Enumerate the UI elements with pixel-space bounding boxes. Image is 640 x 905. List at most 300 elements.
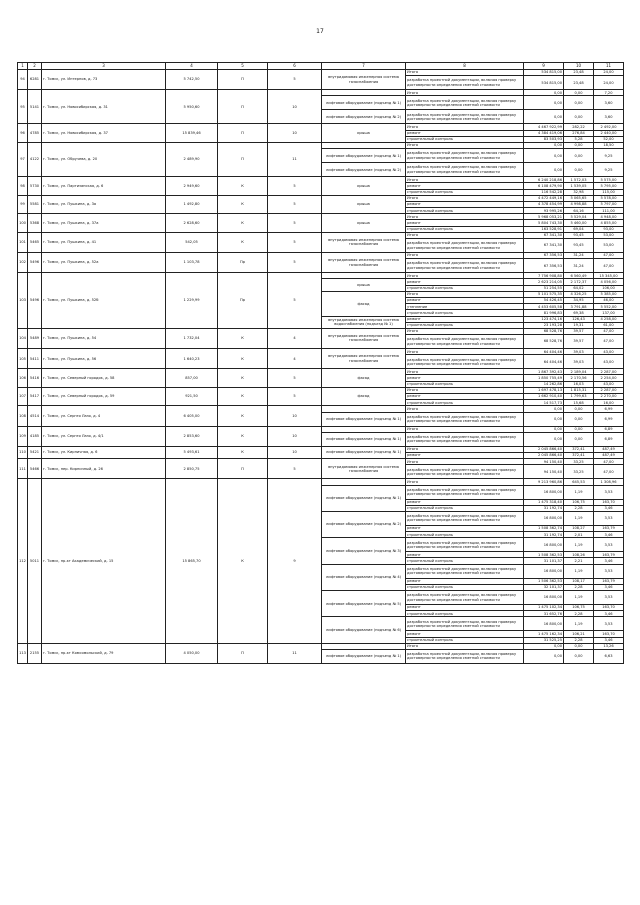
cost-total: 67 356,53 <box>524 259 564 273</box>
building-id: 6281 <box>28 70 42 90</box>
cost-total: 1 475 162,34 <box>524 631 564 637</box>
column-header: 3 <box>42 63 166 70</box>
line-label: ремонт <box>406 375 524 381</box>
work-type: лифтовое оборудование (подъезд № 5) <box>322 591 406 617</box>
cost-limit: 6,89 <box>594 426 624 432</box>
address: г. Томск, пр-кт Академический, д. 15 <box>42 479 166 643</box>
cost-total: 1 662 910,40 <box>524 394 564 400</box>
wall-material: К <box>218 195 268 214</box>
cost-per-sqm: 372,41 <box>564 452 594 458</box>
cost-total: 16 800,00 <box>524 591 564 605</box>
cost-per-sqm: 2,28 <box>564 505 594 511</box>
cost-limit: 2 287,00 <box>594 387 624 393</box>
cost-limit: 16,00 <box>594 400 624 406</box>
address: г. Томск, пр-кт Комсомольский, д. 79 <box>42 643 166 663</box>
cost-per-sqm: 2 170,56 <box>564 375 594 381</box>
work-type: лифтовое оборудование (подъезд № 2) <box>322 511 406 537</box>
floors: 5 <box>268 232 322 252</box>
cost-total: 94 150,40 <box>524 459 564 465</box>
building-id: 4514 <box>28 406 42 426</box>
cost-total: 83 503,93 <box>524 136 564 142</box>
wall-material: К <box>218 349 268 369</box>
cost-limit: 4 855,00 <box>594 220 624 226</box>
line-label: строительный контроль <box>406 322 524 328</box>
cost-limit: 18,50 <box>594 142 624 148</box>
cost-limit: 111,00 <box>594 208 624 214</box>
line-label: Итого <box>406 643 524 649</box>
row-number: 112 <box>18 479 28 643</box>
cost-limit: 47,00 <box>594 335 624 349</box>
building-id: 5489 <box>28 328 42 348</box>
area: 5 493,61 <box>166 446 218 458</box>
cost-per-sqm: 276,84 <box>564 130 594 136</box>
cost-per-sqm: 645,53 <box>564 479 594 485</box>
line-label: ремонт <box>406 552 524 558</box>
cost-total: 67 356,53 <box>524 253 564 259</box>
building-id: 5496 <box>28 273 42 329</box>
row-number: 111 <box>18 459 28 479</box>
cost-per-sqm: 1,19 <box>564 591 594 605</box>
line-label: строительный контроль <box>406 208 524 214</box>
cost-total: 4 384 419,06 <box>524 130 564 136</box>
line-label: строительный контроль <box>406 310 524 316</box>
line-label: Итого <box>406 426 524 432</box>
cost-limit: 3,46 <box>594 637 624 643</box>
row-number: 113 <box>18 643 28 663</box>
work-type: лифтовое оборудование (подъезд № 1) <box>322 412 406 426</box>
cost-per-sqm: 1,19 <box>564 485 594 499</box>
cost-per-sqm: 0,00 <box>564 649 594 663</box>
cost-per-sqm: 0,00 <box>564 432 594 446</box>
cost-limit: 3,46 <box>594 584 624 590</box>
cost-total: 0,00 <box>524 90 564 96</box>
line-label: разработка проектной документации, включая проверку достоверности определения сметной стоимости <box>406 76 524 90</box>
cost-per-sqm: 64,16 <box>564 208 594 214</box>
wall-material: П <box>218 70 268 90</box>
row-number: 110 <box>18 446 28 458</box>
cost-limit: 47,00 <box>594 253 624 259</box>
row-number: 97 <box>18 142 28 176</box>
floors: 5 <box>268 387 322 406</box>
area: 2 949,60 <box>166 177 218 196</box>
address: г. Томск, ул. Пушкина, д. 37а <box>42 214 166 233</box>
cost-total: 0,00 <box>524 643 564 649</box>
address: г. Томск, ул. Новосибирская, д. 37 <box>42 124 166 143</box>
cost-limit: 115,00 <box>594 189 624 195</box>
cost-limit: 5 578,00 <box>594 195 624 201</box>
area: 1 732,04 <box>166 328 218 348</box>
cost-total: 31 525,25 <box>524 637 564 643</box>
column-header: 1 <box>18 63 28 70</box>
cost-per-sqm: 5,28 <box>564 136 594 142</box>
work-type: лифтовое оборудование (подъезд № 2) <box>322 110 406 124</box>
line-label: Итого <box>406 70 524 76</box>
cost-total: 23 193,28 <box>524 322 564 328</box>
work-type: крыша <box>322 124 406 143</box>
row-number: 105 <box>18 349 28 369</box>
line-label: ремонт <box>406 452 524 458</box>
floors: 10 <box>268 90 322 124</box>
cost-per-sqm: 0,00 <box>564 643 594 649</box>
floors: 10 <box>268 426 322 446</box>
cost-limit: 3,60 <box>594 110 624 124</box>
cost-per-sqm: 372,41 <box>564 446 594 452</box>
floors: 4 <box>268 349 322 369</box>
cost-per-sqm: 2,28 <box>564 611 594 617</box>
row-number: 107 <box>18 387 28 406</box>
work-type: крыша <box>322 214 406 233</box>
line-label: строительный контроль <box>406 189 524 195</box>
cost-per-sqm: 0,00 <box>564 90 594 96</box>
building-id: 5465 <box>28 232 42 252</box>
cost-per-sqm: 282,22 <box>564 124 594 130</box>
line-label: разработка проектной документации, включая проверку достоверности определения сметной стоимости <box>406 239 524 253</box>
line-label: разработка проектной документации, включая проверку достоверности определения сметной стоимости <box>406 617 524 631</box>
address: г. Томск, ул. Северный городок, д. 58 <box>42 369 166 388</box>
area: 1 103,78 <box>166 253 218 273</box>
cost-per-sqm: 64,02 <box>564 285 594 291</box>
cost-per-sqm: 2,28 <box>564 637 594 643</box>
wall-material: К <box>218 177 268 196</box>
work-type: крыша <box>322 177 406 196</box>
cost-per-sqm: 69,38 <box>564 310 594 316</box>
work-type: лифтовое оборудование (подъезд № 1) <box>322 432 406 446</box>
line-label: разработка проектной документации, включая проверку достоверности определения сметной стоимости <box>406 485 524 499</box>
floors: 5 <box>268 369 322 388</box>
wall-material: П <box>218 142 268 176</box>
cost-total: 54 426,45 <box>524 297 564 303</box>
area: 857,00 <box>166 369 218 388</box>
cost-limit: 2 492,00 <box>594 124 624 130</box>
cost-per-sqm: 126,43 <box>564 316 594 322</box>
area: 6 405,00 <box>166 406 218 426</box>
page-number: 17 <box>316 28 324 35</box>
work-type: лифтовое оборудование (подъезд № 3) <box>322 538 406 564</box>
cost-limit: 4 056,00 <box>594 279 624 285</box>
cost-limit: 3,46 <box>594 532 624 538</box>
cost-per-sqm: 0,00 <box>564 412 594 426</box>
cost-total: 81 996,83 <box>524 310 564 316</box>
cost-limit: 3,53 <box>594 591 624 605</box>
cost-total: 0,00 <box>524 426 564 432</box>
cost-total: 4 453 605,58 <box>524 304 564 310</box>
cost-limit: 3,53 <box>594 617 624 631</box>
work-type: внутридомовая инженерная система газоснабжения <box>322 349 406 369</box>
area: 5 742,50 <box>166 70 218 90</box>
cost-limit: 163,79 <box>594 552 624 558</box>
cost-total: 5 101 575,35 <box>524 291 564 297</box>
column-header: 2 <box>28 63 42 70</box>
area: 1 492,80 <box>166 195 218 214</box>
cost-total: 67 341,30 <box>524 232 564 238</box>
line-label: разработка проектной документации, включая проверку достоверности определения сметной стоимости <box>406 163 524 177</box>
address: г. Томск, ул. Обручева, д. 20 <box>42 142 166 176</box>
cost-limit: 15 345,00 <box>594 273 624 279</box>
cost-per-sqm: 2,01 <box>564 532 594 538</box>
cost-limit: 163,79 <box>594 578 624 584</box>
building-id: 5421 <box>28 446 42 458</box>
cost-total: 2 623 214,05 <box>524 279 564 285</box>
cost-limit: 1 308,96 <box>594 479 624 485</box>
line-label: разработка проектной документации, включая проверку достоверности определения сметной стоимости <box>406 591 524 605</box>
line-label: строительный контроль <box>406 136 524 142</box>
cost-total: 0,00 <box>524 412 564 426</box>
line-label: строительный контроль <box>406 505 524 511</box>
cost-per-sqm: 39,57 <box>564 335 594 349</box>
cost-total: 163 528,91 <box>524 226 564 232</box>
area: 1 229,99 <box>166 273 218 329</box>
cost-total: 16 800,00 <box>524 617 564 631</box>
address: г. Томск, ул. Интернов, д. 73 <box>42 70 166 90</box>
cost-limit: 5 797,00 <box>594 201 624 207</box>
line-label: Итого <box>406 459 524 465</box>
cost-total: 1 867 392,43 <box>524 369 564 375</box>
area: 2 853,60 <box>166 426 218 446</box>
cost-per-sqm: 106,21 <box>564 631 594 637</box>
cost-total: 1 475 318,40 <box>524 499 564 505</box>
cost-per-sqm: 6 560,49 <box>564 273 594 279</box>
cost-per-sqm: 5 529,04 <box>564 214 594 220</box>
cost-per-sqm: 2,21 <box>564 558 594 564</box>
work-type: лифтовое оборудование (подъезд № 1) <box>322 149 406 163</box>
cost-limit: 2 440,00 <box>594 130 624 136</box>
cost-total: 4 467 922,99 <box>524 124 564 130</box>
cost-limit: 43,00 <box>594 349 624 355</box>
work-type: фасад <box>322 369 406 388</box>
line-label: Итого <box>406 142 524 148</box>
line-label: строительный контроль <box>406 285 524 291</box>
line-label: разработка проектной документации, включая проверку достоверности определения сметной стоимости <box>406 149 524 163</box>
line-label: разработка проектной документации, включая проверку достоверности определения сметной стоимости <box>406 538 524 552</box>
line-label: ремонт <box>406 525 524 531</box>
cost-limit: 53,00 <box>594 239 624 253</box>
line-label: Итого <box>406 214 524 220</box>
cost-limit: 93,00 <box>594 226 624 232</box>
cost-per-sqm: 16,03 <box>564 381 594 387</box>
wall-material: К <box>218 387 268 406</box>
cost-limit: 52,00 <box>594 136 624 142</box>
line-label: разработка проектной документации, включая проверку достоверности определения сметной стоимости <box>406 335 524 349</box>
cost-per-sqm: 0,00 <box>564 149 594 163</box>
cost-per-sqm: 5 065,65 <box>564 195 594 201</box>
cost-per-sqm: 0,00 <box>564 110 594 124</box>
cost-per-sqm: 1 815,31 <box>564 387 594 393</box>
line-label: Итого <box>406 291 524 297</box>
line-label: разработка проектной документации, включая проверку достоверности определения сметной стоимости <box>406 259 524 273</box>
cost-per-sqm: 93,45 <box>564 239 594 253</box>
floors: 5 <box>268 273 322 329</box>
work-type: лифтовое оборудование (подъезд № 1) <box>322 96 406 110</box>
address: г. Томск, ул. Пушкина, д. 41 <box>42 232 166 252</box>
wall-material: Пр <box>218 253 268 273</box>
cost-limit: 53,00 <box>594 232 624 238</box>
line-label: разработка проектной документации, включая проверку достоверности определения сметной стоимости <box>406 412 524 426</box>
cost-total: 0,00 <box>524 149 564 163</box>
line-label: Итого <box>406 232 524 238</box>
cost-total: 14 517,73 <box>524 400 564 406</box>
cost-total: 93 995,26 <box>524 208 564 214</box>
line-label: ремонт <box>406 578 524 584</box>
line-label: разработка проектной документации, включая проверку достоверности определения сметной стоимости <box>406 110 524 124</box>
cost-limit: 487,49 <box>594 446 624 452</box>
cost-per-sqm: 2,28 <box>564 584 594 590</box>
cost-total: 534 815,00 <box>524 70 564 76</box>
area: 15 839,46 <box>166 124 218 143</box>
cost-total: 6 240 218,86 <box>524 177 564 183</box>
floors: 5 <box>268 70 322 90</box>
cost-total: 0,00 <box>524 96 564 110</box>
address: г. Томск, ул. Сергея Лазо, д. 4/1 <box>42 426 166 446</box>
cost-per-sqm: 4 326,25 <box>564 291 594 297</box>
row-number: 98 <box>18 177 28 196</box>
line-label: строительный контроль <box>406 532 524 538</box>
column-header: 10 <box>564 63 594 70</box>
line-label: разработка проектной документации, включая проверку достоверности определения сметной стоимости <box>406 96 524 110</box>
address: г. Томск, ул. Партизанская, д. 6 <box>42 177 166 196</box>
cost-limit: 3,53 <box>594 485 624 499</box>
cost-total: 2 045 866,40 <box>524 446 564 452</box>
line-label: ремонт <box>406 605 524 611</box>
address: г. Томск, ул. Сергея Лазо, д. 4 <box>42 406 166 426</box>
cost-limit: 106,00 <box>594 285 624 291</box>
line-label: ремонт <box>406 499 524 505</box>
row-number: 102 <box>18 253 28 273</box>
wall-material: П <box>218 459 268 479</box>
line-label: Итого <box>406 124 524 130</box>
cost-total: 68 528,76 <box>524 328 564 334</box>
cost-limit: 61,00 <box>594 322 624 328</box>
cost-total: 51 254,55 <box>524 285 564 291</box>
building-id: 5417 <box>28 387 42 406</box>
work-type: фасад <box>322 387 406 406</box>
cost-total: 64 404,46 <box>524 355 564 369</box>
cost-limit: 5 575,00 <box>594 177 624 183</box>
cost-limit: 5 385,00 <box>594 291 624 297</box>
cost-limit: 24,00 <box>594 76 624 90</box>
building-id: 5496 <box>28 253 42 273</box>
cost-limit: 487,49 <box>594 452 624 458</box>
floors: 5 <box>268 459 322 479</box>
work-type: внутридомовая инженерная система газоснабжения <box>322 70 406 90</box>
cost-limit: 9,25 <box>594 163 624 177</box>
cost-limit: 24,00 <box>594 70 624 76</box>
cost-total: 0,00 <box>524 163 564 177</box>
line-label: Итого <box>406 90 524 96</box>
wall-material: П <box>218 124 268 143</box>
cost-total: 16 800,00 <box>524 564 564 578</box>
wall-material: К <box>218 328 268 348</box>
building-id: 5730 <box>28 177 42 196</box>
cost-per-sqm: 0,00 <box>564 96 594 110</box>
cost-limit: 5 795,00 <box>594 183 624 189</box>
area: 15 865,70 <box>166 479 218 643</box>
work-type: внутридомовая инженерная система газоснабжения <box>322 253 406 273</box>
cost-total: 64 404,46 <box>524 349 564 355</box>
cost-per-sqm: 69,04 <box>564 226 594 232</box>
line-label: строительный контроль <box>406 226 524 232</box>
wall-material: К <box>218 406 268 426</box>
cost-total: 0,00 <box>524 406 564 412</box>
cost-limit: 6,89 <box>594 432 624 446</box>
line-label: ремонт <box>406 220 524 226</box>
cost-total: 6 108 479,90 <box>524 183 564 189</box>
cost-total: 0,00 <box>524 110 564 124</box>
cost-limit: 3,46 <box>594 558 624 564</box>
line-label: строительный контроль <box>406 611 524 617</box>
cost-limit: 163,70 <box>594 631 624 637</box>
cost-limit: 4 258,00 <box>594 316 624 322</box>
row-number: 99 <box>18 195 28 214</box>
row-number: 109 <box>18 426 28 446</box>
cost-per-sqm: 39,03 <box>564 349 594 355</box>
area: 4 050,00 <box>166 643 218 663</box>
line-label: Итого <box>406 177 524 183</box>
wall-material: П <box>218 643 268 663</box>
line-label: Итого <box>406 195 524 201</box>
cost-per-sqm: 1 572,03 <box>564 177 594 183</box>
wall-material: К <box>218 369 268 388</box>
work-type: внутридомовая инженерная система газоснабжения <box>322 459 406 479</box>
work-type: лифтовое оборудование (подъезд № 1) <box>322 446 406 458</box>
address: г. Томск, ул. Пушкина, д. 3а <box>42 195 166 214</box>
area: 2 850,75 <box>166 459 218 479</box>
cost-per-sqm: 93,45 <box>564 232 594 238</box>
floors: 11 <box>268 643 322 663</box>
cost-per-sqm: 1 799,63 <box>564 394 594 400</box>
row-number: 96 <box>18 124 28 143</box>
column-header: 7 <box>322 63 406 70</box>
wall-material: К <box>218 479 268 643</box>
cost-total: 1 697 478,13 <box>524 387 564 393</box>
cost-total: 32 101,37 <box>524 584 564 590</box>
line-label: разработка проектной документации, включая проверку достоверности определения сметной стоимости <box>406 432 524 446</box>
cost-per-sqm: 1 539,05 <box>564 183 594 189</box>
cost-limit: 7,20 <box>594 90 624 96</box>
cost-per-sqm: 23,48 <box>564 76 594 90</box>
column-header: 9 <box>524 63 564 70</box>
cost-per-sqm: 106,75 <box>564 499 594 505</box>
column-header: 4 <box>166 63 218 70</box>
area: 921,50 <box>166 387 218 406</box>
address: г. Томск, ул. Пушкина, д. 56 <box>42 349 166 369</box>
work-type: лифтовое оборудование (подъезд № 1) <box>322 649 406 663</box>
cost-total: 0,00 <box>524 142 564 148</box>
cost-limit: 3,53 <box>594 511 624 525</box>
wall-material: Пр <box>218 273 268 329</box>
cost-limit: 163,79 <box>594 525 624 531</box>
cost-limit: 47,00 <box>594 328 624 334</box>
building-id: 2155 <box>28 643 42 663</box>
cost-total: 534 815,00 <box>524 76 564 90</box>
cost-limit: 3,53 <box>594 564 624 578</box>
column-header: 6 <box>268 63 322 70</box>
cost-per-sqm: 31,24 <box>564 253 594 259</box>
building-id: 4785 <box>28 124 42 143</box>
line-label: разработка проектной документации, включая проверку достоверности определения сметной стоимости <box>406 564 524 578</box>
cost-per-sqm: 2 172,37 <box>564 279 594 285</box>
wall-material: К <box>218 446 268 458</box>
row-number: 103 <box>18 273 28 329</box>
cost-total: 94 150,40 <box>524 465 564 479</box>
line-label: разработка проектной документации, включая проверку достоверности определения сметной стоимости <box>406 465 524 479</box>
line-label: разработка проектной документации, включая проверку достоверности определения сметной стоимости <box>406 511 524 525</box>
column-header: 5 <box>218 63 268 70</box>
cost-limit: 47,00 <box>594 465 624 479</box>
cost-limit: 4 948,00 <box>594 214 624 220</box>
line-label: ремонт <box>406 316 524 322</box>
cost-total: 1 506 362,53 <box>524 578 564 584</box>
cost-limit: 9,25 <box>594 149 624 163</box>
